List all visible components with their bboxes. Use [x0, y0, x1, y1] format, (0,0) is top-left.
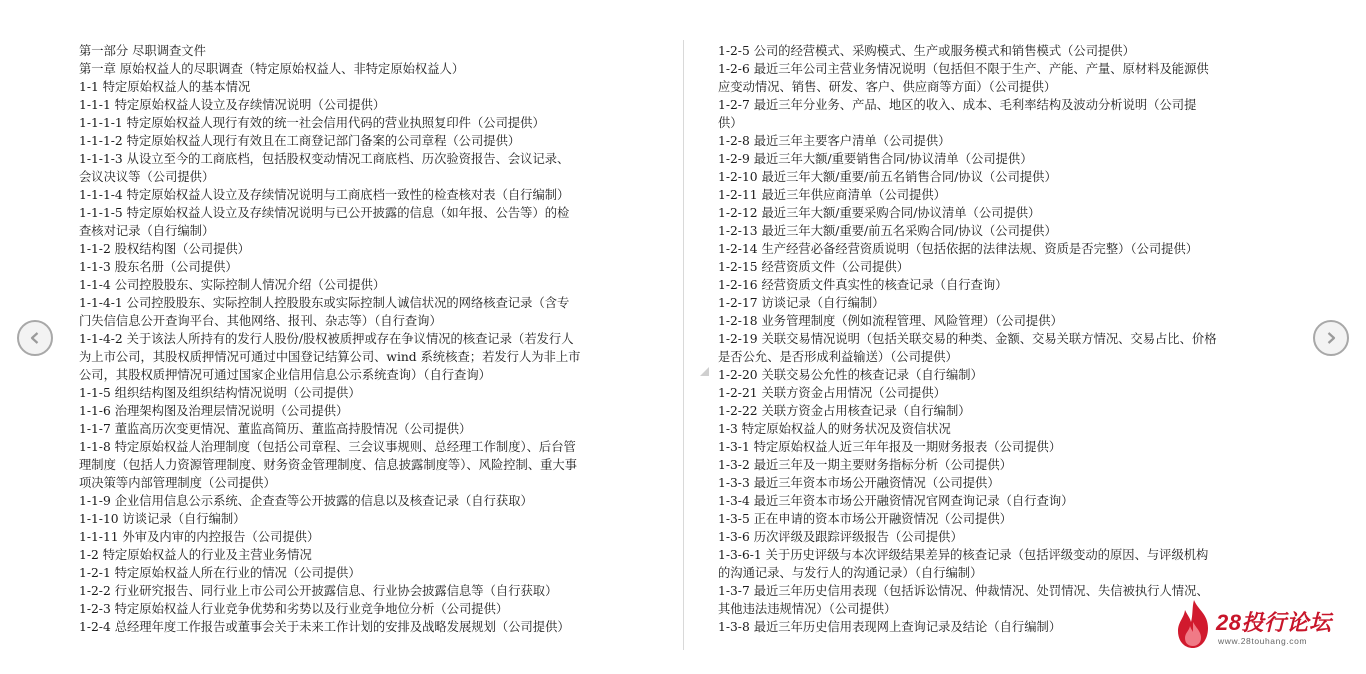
document-line: 应变动情况、销售、研发、客户、供应商等方面）（公司提供） — [718, 80, 1057, 94]
document-line: 1-1-8 特定原始权益人治理制度（包括公司章程、三会议事规则、总经理工作制度）、后台管 — [79, 440, 576, 454]
document-line: 1-2-11 最近三年供应商清单（公司提供） — [718, 188, 946, 202]
document-line: 是否公允、是否形成利益输送）（公司提供） — [718, 350, 958, 364]
document-line: 会议决议等（公司提供） — [79, 170, 215, 184]
left-page-column — [79, 42, 654, 636]
document-line: 1-2-18 业务管理制度（例如流程管理、风险管理）（公司提供） — [718, 314, 1063, 328]
document-line: 1-1-10 访谈记录（自行编制） — [79, 512, 246, 526]
document-line: 门失信信息公开查询平台、其他网络、报刊、杂志等）（自行查询） — [79, 314, 442, 328]
previous-page-button[interactable] — [17, 320, 53, 356]
document-line: 1-2-15 经营资质文件（公司提供） — [718, 260, 910, 274]
document-line: 1-2-5 公司的经营模式、采购模式、生产或服务模式和销售模式（公司提供） — [718, 44, 1135, 58]
site-logo[interactable] — [1172, 598, 1342, 652]
document-line: 1-3-3 最近三年资本市场公开融资情况（公司提供） — [718, 476, 1000, 490]
document-line: 1-1-4-2 关于该法人所持有的发行人股份/股权被质押或存在争议情况的核查记录（若发行人 — [79, 332, 574, 346]
document-line: 1-1-5 组织结构图及组织结构情况说明（公司提供） — [79, 386, 361, 400]
document-line: 1-1-4-1 公司控股股东、实际控制人控股股东或实际控制人诚信状况的网络核查记录（含专 — [79, 296, 570, 310]
document-line: 1-1-3 股东名册（公司提供） — [79, 260, 238, 274]
document-line: 1-2-1 特定原始权益人所在行业的情况（公司提供） — [79, 566, 361, 580]
logo-url-text: www.28touhang.com — [1218, 636, 1308, 646]
document-line: 1-2-3 特定原始权益人行业竞争优势和劣势以及行业竞争地位分析（公司提供） — [79, 602, 509, 616]
flame-logo-icon — [1172, 598, 1216, 650]
document-line: 1-2-7 最近三年分业务、产品、地区的收入、成本、毛利率结构及波动分析说明（公司提 — [718, 98, 1197, 112]
document-line: 1-1-1 特定原始权益人设立及存续情况说明（公司提供） — [79, 98, 386, 112]
page-corner-mark — [700, 367, 709, 376]
document-line: 1-1-1-2 特定原始权益人现行有效且在工商登记部门备案的公司章程（公司提供） — [79, 134, 521, 148]
document-line: 1-3-4 最近三年资本市场公开融资情况官网查询记录（自行查询） — [718, 494, 1074, 508]
document-line: 查核对记录（自行编制） — [79, 224, 215, 238]
document-line: 1-1-1-4 特定原始权益人设立及存续情况说明与工商底档一致性的检查核对表（自行编制） — [79, 188, 570, 202]
document-line: 1-1-1-3 从设立至今的工商底档，包括股权变动情况工商底档、历次验资报告、会议记录、 — [79, 152, 570, 166]
document-line: 理制度（包括人力资源管理制度、财务资金管理制度、信息披露制度等）、风险控制、重大事 — [79, 458, 578, 472]
document-line: 1-3-6 历次评级及跟踪评级报告（公司提供） — [718, 530, 963, 544]
document-line: 1-2-10 最近三年大额/重要/前五名销售合同/协议（公司提供） — [718, 170, 1057, 184]
document-line: 1-1-6 治理架构图及治理层情况说明（公司提供） — [79, 404, 349, 418]
document-line: 1-2-2 行业研究报告、同行业上市公司公开披露信息、行业协会披露信息等（自行获取） — [79, 584, 558, 598]
document-line: 1-1-4 公司控股股东、实际控制人情况介绍（公司提供） — [79, 278, 386, 292]
document-line: 项决策等内部管理制度（公司提供） — [79, 476, 276, 490]
document-line: 1-1-2 股权结构图（公司提供） — [79, 242, 250, 256]
document-line: 1-3-5 正在申请的资本市场公开融资情况（公司提供） — [718, 512, 1012, 526]
document-line: 的沟通记录、与发行人的沟通记录）（自行编制） — [718, 566, 983, 580]
logo-brand-text: 28投行论坛 — [1216, 610, 1332, 635]
document-line: 1-3-1 特定原始权益人近三年年报及一期财务报表（公司提供） — [718, 440, 1062, 454]
document-line: 1-2-17 访谈记录（自行编制） — [718, 296, 885, 310]
document-line: 1-2-8 最近三年主要客户清单（公司提供） — [718, 134, 951, 148]
document-line: 1-2-6 最近三年公司主营业务情况说明（包括但不限于生产、产能、产量、原材料及能源供 — [718, 62, 1209, 76]
document-line: 1-2-20 关联交易公允性的核查记录（自行编制） — [718, 368, 983, 382]
page-divider — [683, 40, 684, 650]
chevron-left-icon — [27, 330, 43, 346]
document-line: 1-1-1-1 特定原始权益人现行有效的统一社会信用代码的营业执照复印件（公司提供） — [79, 116, 545, 130]
document-line: 1-2-12 最近三年大额/重要采购合同/协议清单（公司提供） — [718, 206, 1041, 220]
document-line: 1-2-9 最近三年大额/重要销售合同/协议清单（公司提供） — [718, 152, 1033, 166]
right-page-column — [718, 42, 1293, 636]
next-page-button[interactable] — [1313, 320, 1349, 356]
document-line: 1-2-14 生产经营必备经营资质说明（包括依据的法律法规、资质是否完整）（公司提供） — [718, 242, 1199, 256]
document-line: 1-1-7 董监高历次变更情况、董监高简历、董监高持股情况（公司提供） — [79, 422, 472, 436]
document-line: 1-3-8 最近三年历史信用表现网上查询记录及结论（自行编制） — [718, 620, 1062, 634]
document-line: 1-3-2 最近三年及一期主要财务指标分析（公司提供） — [718, 458, 1012, 472]
document-line: 1-2-19 关联交易情况说明（包括关联交易的种类、金额、交易关联方情况、交易占比、价格 — [718, 332, 1217, 346]
document-line: 1-2-13 最近三年大额/重要/前五名采购合同/协议（公司提供） — [718, 224, 1057, 238]
document-line: 1-2-4 总经理年度工作报告或董事会关于未来工作计划的安排及战略发展规划（公司提供） — [79, 620, 570, 634]
document-line: 1-3 特定原始权益人的财务状况及资信状况 — [718, 422, 951, 436]
document-line: 第一章 原始权益人的尽职调查（特定原始权益人、非特定原始权益人） — [79, 62, 465, 76]
document-line: 1-2-16 经营资质文件真实性的核查记录（自行查询） — [718, 278, 1008, 292]
document-line: 第一部分 尽职调查文件 — [79, 44, 206, 58]
document-line: 为上市公司，其股权质押情况可通过中国登记结算公司、wind 系统核查；若发行人为非上市 — [79, 350, 581, 364]
chevron-right-icon — [1323, 330, 1339, 346]
document-line: 1-1-1-5 特定原始权益人设立及存续情况说明与已公开披露的信息（如年报、公告等）的检 — [79, 206, 570, 220]
document-line: 1-3-6-1 关于历史评级与本次评级结果差异的核查记录（包括评级变动的原因、与评级机构 — [718, 548, 1209, 562]
document-line: 1-1-9 企业信用信息公示系统、企查查等公开披露的信息以及核查记录（自行获取） — [79, 494, 533, 508]
document-line: 1-2 特定原始权益人的行业及主营业务情况 — [79, 548, 312, 562]
document-line: 供） — [718, 116, 743, 130]
document-line: 其他违法违规情况）（公司提供） — [718, 602, 897, 616]
document-line: 1-3-7 最近三年历史信用表现（包括诉讼情况、仲裁情况、处罚情况、失信被执行人情况、 — [718, 584, 1209, 598]
document-line: 1-1-11 外审及内审的内控报告（公司提供） — [79, 530, 320, 544]
document-line: 1-2-21 关联方资金占用情况（公司提供） — [718, 386, 946, 400]
document-line: 公司，其股权质押情况可通过国家企业信用信息公示系统查询）（自行查询） — [79, 368, 491, 382]
document-line: 1-2-22 关联方资金占用核查记录（自行编制） — [718, 404, 971, 418]
document-line: 1-1 特定原始权益人的基本情况 — [79, 80, 251, 94]
